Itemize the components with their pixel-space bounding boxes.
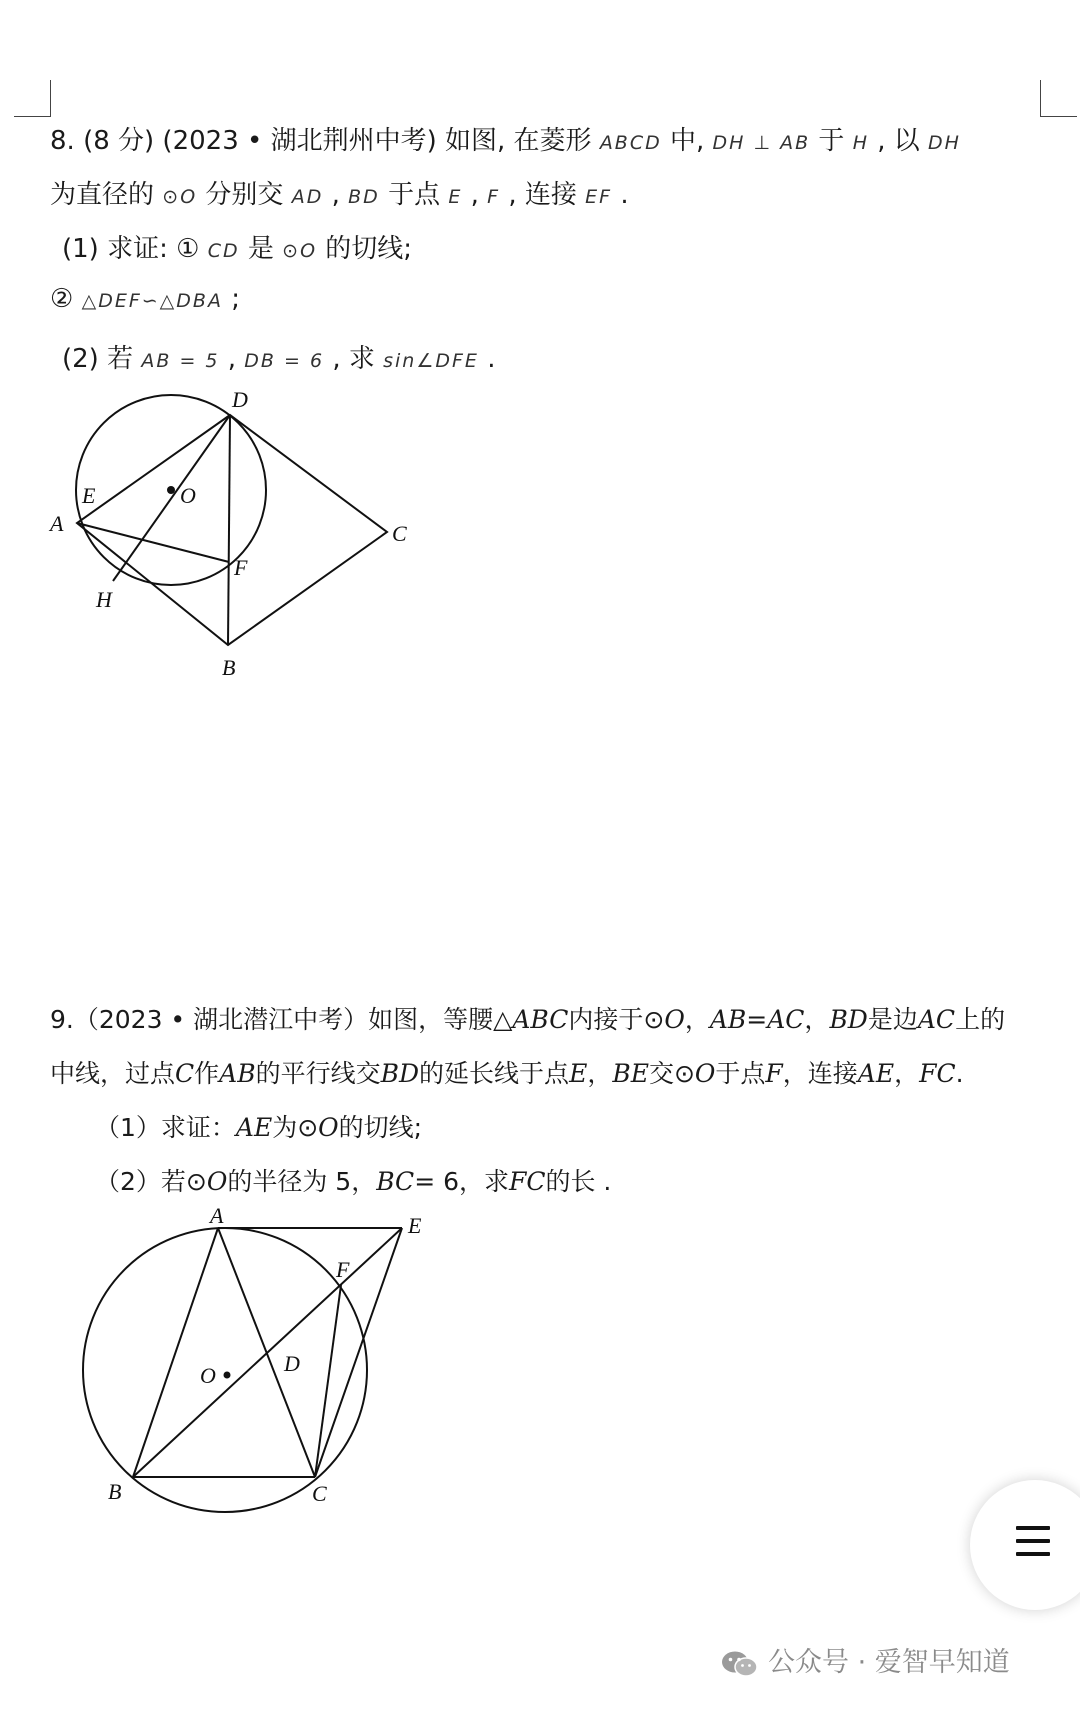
q9-math: AB (709, 1005, 747, 1034)
q9-math: O (318, 1113, 339, 1142)
q8-math: DH ⊥ AB (712, 132, 811, 154)
q9-circle-o (83, 1228, 367, 1512)
q9-segment-be (133, 1228, 402, 1477)
q9-math: F (765, 1059, 783, 1088)
q8-part-2 (62, 338, 495, 375)
q9-text: 交⊙ (648, 1059, 695, 1088)
q9-label-a: A (210, 1203, 224, 1228)
crop-mark-top-right (1040, 80, 1077, 117)
q9-text: 的平行线交 (255, 1059, 381, 1088)
q8-segment-db (228, 415, 230, 645)
q8-text: 8. (8 分) (2023 • 湖北荆州中考) 如图, 在菱形 (50, 126, 592, 156)
q8-math: AB = 5 (141, 350, 220, 372)
q9-part-2 (95, 1162, 611, 1198)
q9-segment-cf (315, 1285, 341, 1477)
q8-math: AD (291, 186, 324, 208)
q8-math: △DEF∽△DBA (81, 290, 223, 312)
q9-segment-ce (315, 1228, 402, 1477)
q9-figure-inscribed-triangle (60, 1195, 440, 1525)
q9-math: FC (509, 1167, 546, 1196)
q8-text: ② (50, 284, 74, 314)
q9-math: BD (380, 1059, 420, 1088)
q8-text: 为直径的 (50, 180, 155, 210)
q9-center-point (224, 1372, 231, 1379)
q9-text: （1）求证： (95, 1113, 236, 1142)
q9-text: ， (894, 1059, 920, 1088)
q8-text: , (470, 180, 479, 210)
watermark (720, 1640, 1010, 1679)
q8-text: (1) 求证: ① (62, 234, 200, 264)
q8-segment-dh (113, 415, 230, 581)
q9-text: 的切线; (338, 1113, 423, 1142)
q8-stem-line-2 (50, 174, 629, 211)
q9-math: BD (829, 1005, 868, 1034)
wechat-icon (720, 1649, 760, 1679)
q9-math: BC (376, 1167, 415, 1196)
q9-text: 内接于⊙ (568, 1005, 665, 1034)
q9-text: 中线，过点 (50, 1059, 176, 1088)
q8-label-d: D (232, 387, 248, 412)
q8-math: ⊙O (162, 186, 198, 208)
q9-text: 9.（2023 • 湖北潜江中考）如图，等腰△ (50, 1005, 513, 1034)
q8-text: , 以 (877, 126, 920, 156)
q9-math: E (569, 1059, 588, 1088)
q9-text: = 6，求 (414, 1167, 509, 1196)
q9-math: O (664, 1005, 685, 1034)
q8-math: ABCD (599, 132, 662, 154)
q9-label-b: B (108, 1479, 122, 1504)
watermark-text: 公众号 · 爱智早知道 (768, 1647, 1010, 1678)
q8-text: , (331, 180, 340, 210)
q8-part-1 (62, 228, 412, 265)
q9-text: . (955, 1059, 964, 1088)
q8-part-1-item-2 (50, 284, 240, 314)
q8-text: 于 (818, 126, 845, 156)
q9-text: 作 (194, 1059, 220, 1088)
q9-math: AB (219, 1059, 256, 1088)
q9-stem-line-2 (50, 1054, 964, 1090)
q9-text: 上的 (955, 1005, 1006, 1034)
q8-math: BD (348, 186, 380, 208)
crop-mark-top-left (14, 80, 51, 117)
q9-label-e: E (408, 1213, 422, 1238)
q8-text: 是 (247, 234, 274, 264)
q8-math: F (487, 186, 501, 208)
q8-center-point (167, 486, 175, 494)
q9-text: （2）若⊙ (95, 1167, 207, 1196)
q9-text: 的延长线于点 (419, 1059, 570, 1088)
q8-math: DH (928, 132, 961, 154)
q8-stem-line-1 (50, 120, 961, 157)
q8-math: H (852, 132, 869, 154)
q9-text: ， (684, 1005, 710, 1034)
floating-menu-button[interactable] (970, 1480, 1080, 1610)
q8-label-o: O (180, 483, 196, 508)
q8-figure-rhombus-circle (40, 385, 440, 685)
q9-label-d: D (284, 1351, 300, 1376)
q8-text: 于点 (388, 180, 441, 210)
q9-stem-line-1 (50, 1000, 1005, 1036)
q9-math: ABC (512, 1005, 569, 1034)
q8-rhombus-abcd (77, 415, 387, 645)
hamburger-menu-icon (1016, 1526, 1050, 1556)
q9-part-1 (95, 1108, 422, 1144)
q8-text: 的切线; (325, 234, 413, 264)
q9-math: AE (857, 1059, 895, 1088)
q8-math: sin∠DFE (383, 350, 479, 372)
q9-text: ，连接 (782, 1059, 858, 1088)
q8-text: . (487, 344, 496, 374)
q9-text: 的长 . (545, 1167, 612, 1196)
q8-text: , 求 (332, 344, 375, 374)
q8-label-e: E (82, 483, 96, 508)
q8-math: DB = 6 (244, 350, 325, 372)
q9-text: ， (587, 1059, 613, 1088)
q9-math: AE (235, 1113, 273, 1142)
q8-text: 分别交 (205, 180, 284, 210)
q9-segment-ab (133, 1228, 218, 1477)
q8-label-a: A (50, 511, 64, 536)
q9-text: 是边 (867, 1005, 918, 1034)
q9-label-f: F (336, 1257, 350, 1282)
q9-text: 为⊙ (272, 1113, 319, 1142)
q9-math: O (694, 1059, 716, 1088)
q8-label-h: H (96, 587, 112, 612)
q8-text: (2) 若 (62, 344, 134, 374)
q9-label-c: C (312, 1481, 327, 1506)
q8-text: , (227, 344, 237, 374)
q8-text: 中, (670, 126, 705, 156)
q8-text: . (620, 180, 629, 210)
q8-math: E (448, 186, 463, 208)
q9-text: = (746, 1005, 768, 1034)
q9-text: ， (804, 1005, 830, 1034)
q9-math: AC (767, 1005, 805, 1034)
q9-text: 的半径为 5， (227, 1167, 377, 1196)
q8-label-c: C (392, 521, 407, 546)
q9-text: 于点 (715, 1059, 766, 1088)
q8-text: , 连接 (508, 180, 577, 210)
q8-math: ⊙O (282, 240, 318, 262)
q9-math: FC (919, 1059, 956, 1088)
q8-label-b: B (222, 655, 236, 680)
q9-math: AC (917, 1005, 956, 1034)
q9-math: O (206, 1167, 228, 1196)
q8-math: CD (207, 240, 240, 262)
q9-math: C (175, 1059, 195, 1088)
q8-math: EF (585, 186, 613, 208)
q8-label-f: F (234, 555, 248, 580)
q9-label-o: O (200, 1363, 216, 1388)
q8-text: ; (231, 284, 240, 314)
q9-math: BE (612, 1059, 649, 1088)
